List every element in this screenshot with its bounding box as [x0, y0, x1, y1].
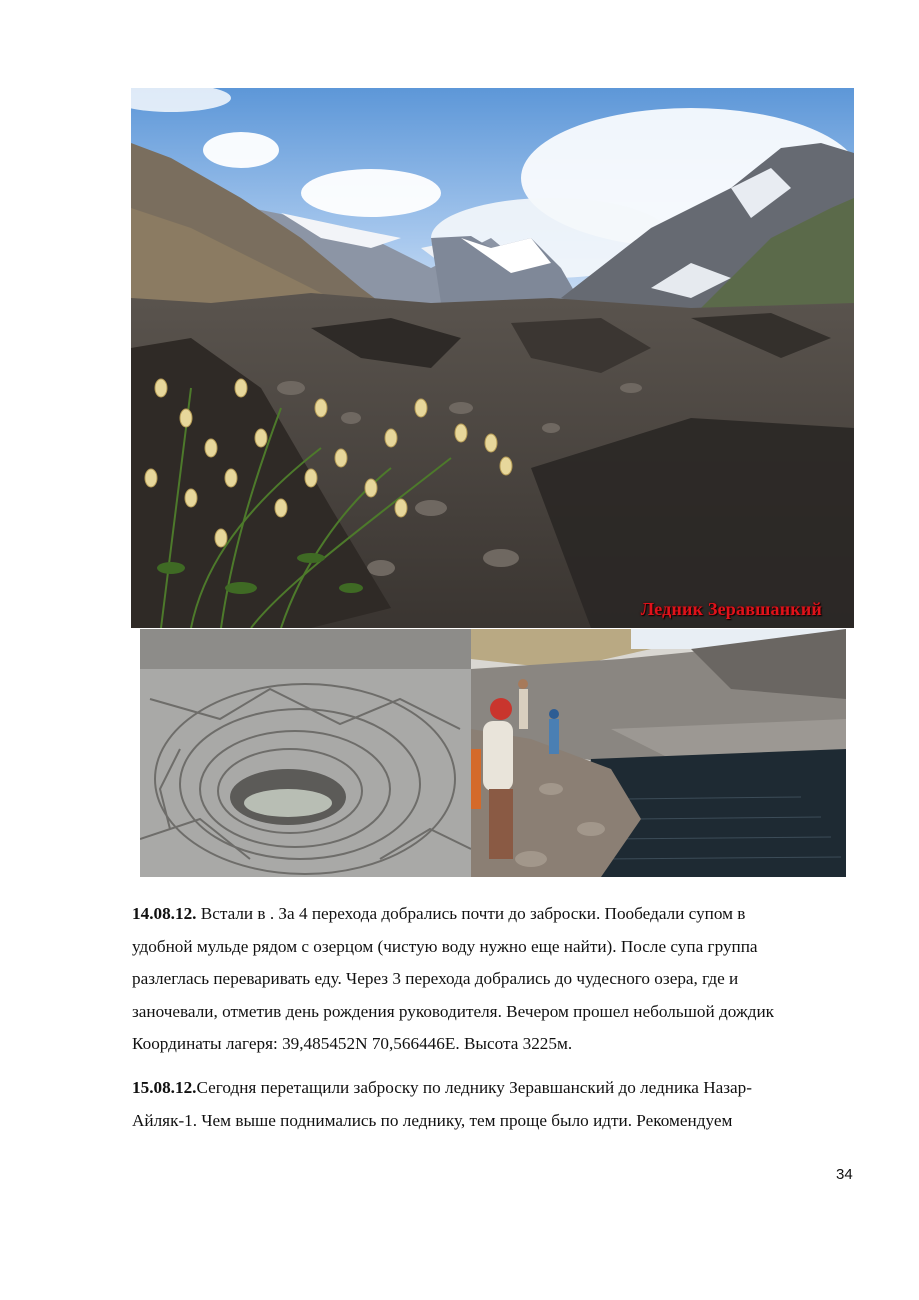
entry-line-2: удобной мульде рядом с озерцом (чистую воду нужно еще найти). После супа группа	[132, 936, 758, 956]
entry-line-1	[132, 898, 844, 931]
entry-line-2: Айляк-1. Чем выше поднимались по леднику, тем проще было идти. Рекомендуем	[132, 1110, 733, 1130]
entry-line-5: Координаты лагеря: 39,485452N 70,566446E. Высота 3225м.	[132, 1034, 573, 1053]
photo-caption: Ледник Зеравшанкий	[640, 599, 822, 619]
entry-date: 15.08.12.	[132, 1078, 197, 1097]
entry-line-3: разлеглась переваривать еду. Через 3 перехода добрались до чудесного озера, где и	[132, 969, 739, 988]
journal-entry-14-08-12	[132, 898, 844, 1061]
glacier-landscape-illustration	[131, 88, 854, 628]
glacier-lake-photo	[471, 629, 846, 877]
entry-text: Встали в . За 4 перехода добрались почти до заброски. Пообедали супом в	[196, 904, 746, 923]
entry-text: Сегодня перетащили заброску по леднику Зеравшанский до ледника Назар-	[196, 1078, 752, 1097]
entry-line-1	[132, 1072, 844, 1105]
journal-entry-15-08-12	[132, 1072, 844, 1137]
page-number: 34	[836, 1166, 853, 1183]
mud-crater-photo	[140, 629, 471, 877]
entry-line-4: заночевали, отметив день рождения руководителя. Вечером прошел небольшой дождик	[132, 1001, 775, 1021]
mud-crater-illustration	[140, 629, 471, 877]
entry-date: 14.08.12.	[132, 904, 197, 923]
glacier-lake-illustration	[471, 629, 846, 877]
glacier-photo	[131, 88, 854, 628]
